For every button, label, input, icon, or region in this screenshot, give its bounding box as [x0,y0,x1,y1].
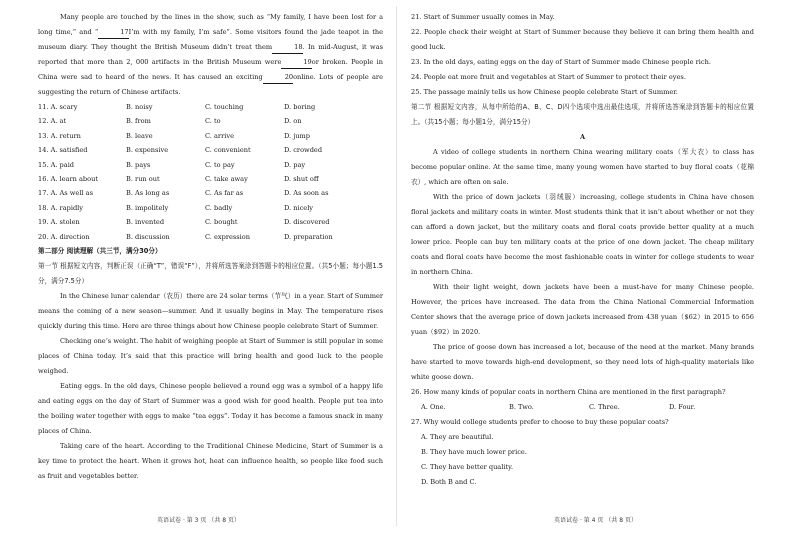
option-cell: D. crowded [284,146,323,155]
option-row [38,129,383,143]
option-cell: C. touching [205,103,244,111]
option-cell: C. to pay [205,160,235,169]
option-cell: B. leave [126,131,153,140]
page-footer-3: 英语试卷 · 第 3 页 （共 8 页） [157,517,240,524]
answer-option: D. Both B and C. [421,478,477,486]
option-cell: B. from [126,117,151,126]
page-footer-4: 英语试卷 · 第 4 页 （共 8 页） [554,517,637,524]
blank-17: 17 [98,27,128,39]
blank-18: 18 [272,42,302,54]
option-cell: D. shut off [284,175,319,184]
passage-calendar: In the Chinese lunar calendar（农历）there are 24 solar terms（节气）in a year. Start of Summer means the coming of a new season—summer. And it usually begins in May. The temperature rises quickly during this time. Here are three things about how Chinese people celebrate Start of Summer. [38,292,383,331]
option-cell: B. As long as [126,189,170,198]
option-cell: C. to [205,117,221,126]
option-cell: C. take away [205,175,248,184]
option-row [38,230,383,244]
option-row [38,172,383,186]
passage-weight: Checking one’s weight. The habit of weighing people at Start of Summer is still popular in some places of China today. It’s said that this practice will bring health and good luck to the people weighed. [38,337,383,376]
question-26: 26. How many kinds of popular coats in northern China are mentioned in the first paragraph? [411,388,726,396]
passage-eggs: Eating eggs. In the old days, Chinese people believed a round egg was a symbol of a happy life and eating eggs on the day of Start of Summer was a good wish for good health. People put tea into the boiling water together with eggs to make “tea eggs”. Today it has become a famous snack in many places of China. [38,382,383,436]
option-cell: C. arrive [205,131,234,140]
passage-a-paragraph-3: With their light weight, down jackets have been a must-have for many Chinese people. However, the prices have increased. The data from the China National Commercial Information Center shows that the average price of down jackets increased from 438 yuan（$62）in 2015 to 656 yuan（$92）in 2020. [411,283,754,336]
option-cell: D. As soon as [284,189,329,198]
true-false-statements [411,10,754,100]
option-row [38,114,383,128]
option-row [38,201,383,215]
option-cell: 15. A. paid [38,160,75,169]
blank-20: 20 [263,72,293,84]
option-cell: B. expensive [126,146,169,155]
statement-item: 21. Start of Summer usually comes in May. [411,13,555,21]
option-cell: 14. A. satisfied [38,146,88,155]
answer-option: B. Two. [509,403,534,411]
option-cell: C. badly [205,203,233,212]
passage-heart: Taking care of the heart. According to the Traditional Chinese Medicine, Start of Summer is a key time to protect the heart. When it grows hot, heat can influence health, so people like food such as fruit and vegetables better. [38,442,383,481]
option-row [38,215,383,229]
option-cell: C. expression [205,232,250,241]
option-cell: 11. A. scary [38,103,78,111]
answer-option: C. Three. [589,403,620,411]
page-4 [397,0,794,536]
option-cell: B. pays [126,160,151,169]
answer-option: A. They are beautiful. [421,433,494,441]
option-row [38,143,383,157]
option-cell: 16. A. learn about [38,175,98,184]
option-cell: B. invented [126,218,165,227]
option-cell: C. bought [205,218,238,227]
passage-a-paragraph-4: The price of goose down has increased a lot, because of the need at the market. Many brands have started to move towards high-end development, so they need lots of high-quality materials like white goose down. [411,343,754,381]
option-row [38,100,383,114]
cloze-options [38,100,383,244]
option-cell: B. noisy [126,103,153,111]
blank-19: 19 [281,57,311,69]
option-cell: 18. A. rapidly [38,203,84,212]
option-cell: B. run out [126,175,160,184]
question-27-options [411,430,754,490]
option-cell: 17. A. As well as [38,189,93,198]
option-cell: 12. A. at [38,117,67,126]
answer-option: B. They have much lower price. [421,448,527,456]
option-cell: D. preparation [284,232,333,241]
passage-a-paragraph-1: A video of college students in northern China wearing military coats（军大衣）to class has become popular online. At the same time, many young women have started to buy floral coats（花棉衣）, which are often on sale. [411,148,754,186]
statement-item: 25. The passage mainly tells us how Chinese people celebrate Start of Summer. [411,88,678,96]
answer-option: D. Four. [669,403,696,411]
option-row [38,186,383,200]
question-26-options [411,400,754,415]
option-cell: 20. A. direction [38,232,90,241]
option-cell: 19. A. stolen [38,218,80,227]
statement-item: 23. In the old days, eating eggs on the day of Start of Summer made Chinese people rich. [411,58,711,66]
option-cell: D. nicely [284,203,314,212]
option-cell: D. boring [284,103,316,111]
answer-option: C. They have better quality. [421,463,514,471]
option-cell: C. convenient [205,146,251,155]
part2-title: 第二部分 阅读理解（共三节，满分30分） [38,247,162,256]
section2-title: 第二节 根据短文内容，从每中所给的A、B、C、D四个选项中选出最佳选项，并将所选答案涂到答题卡的相应位置上。（共15小题；每小题1分，满分15分） [411,103,754,126]
option-cell: D. discovered [284,218,330,227]
passage-label: A [579,133,586,141]
option-row [38,158,383,172]
question-27: 27. Why would college students prefer to choose to buy these popular coats? [411,418,669,426]
option-cell: C. As far as [205,189,244,198]
statement-item: 24. People eat more fruit and vegetables at Start of Summer to protect their eyes. [411,73,686,81]
answer-option: A. One. [421,403,446,411]
section1-title: 第一节 根据短文内容，判断正误（正确“T”，错误“F”），并将所选答案涂到答题卡的相应位置。（共5小题；每小题1.5分，满分7.5分） [38,262,383,286]
statement-item: 22. People check their weight at Start of Summer because they believe it can bring them health and good luck. [411,28,754,51]
option-cell: D. on [284,117,302,126]
passage-a-paragraph-2: With the price of down jackets（羽绒服）increasing, college students in China have chosen floral jackets and military coats in winter. Most students think that it isn’t about whether or not they can afford a down jacket, but the military coats and floral coats provide better quality at a much lower price. People can buy ten military coats at the price of one down jacket. The cheap military coats and floral coats have become the most fashionable coats in winter for college students to wear in northern China. [411,193,754,276]
option-cell: B. discussion [126,232,170,241]
cloze-passage-end: Many people are touched by the lines in the show, such as “My family, I have been lost for a long time,” and “ 17I’m with my family, I’m safe”. Some visitors found the jade teapot in the museum diary. They thought the British Museum didn’t treat them 18. In mid-August, it was reported that more than 2, 000 artifacts in the British Museum were 19or broken. People in China were sad to heard of the news. It has caused an exciting 20online. Lots of people are suggesting the return of Chinese artifacts. [38,13,384,96]
option-cell: D. jump [284,131,311,140]
option-cell: D. pay [284,160,306,169]
option-cell: B. impolitely [126,203,169,212]
option-cell: 13. A. return [38,131,81,140]
